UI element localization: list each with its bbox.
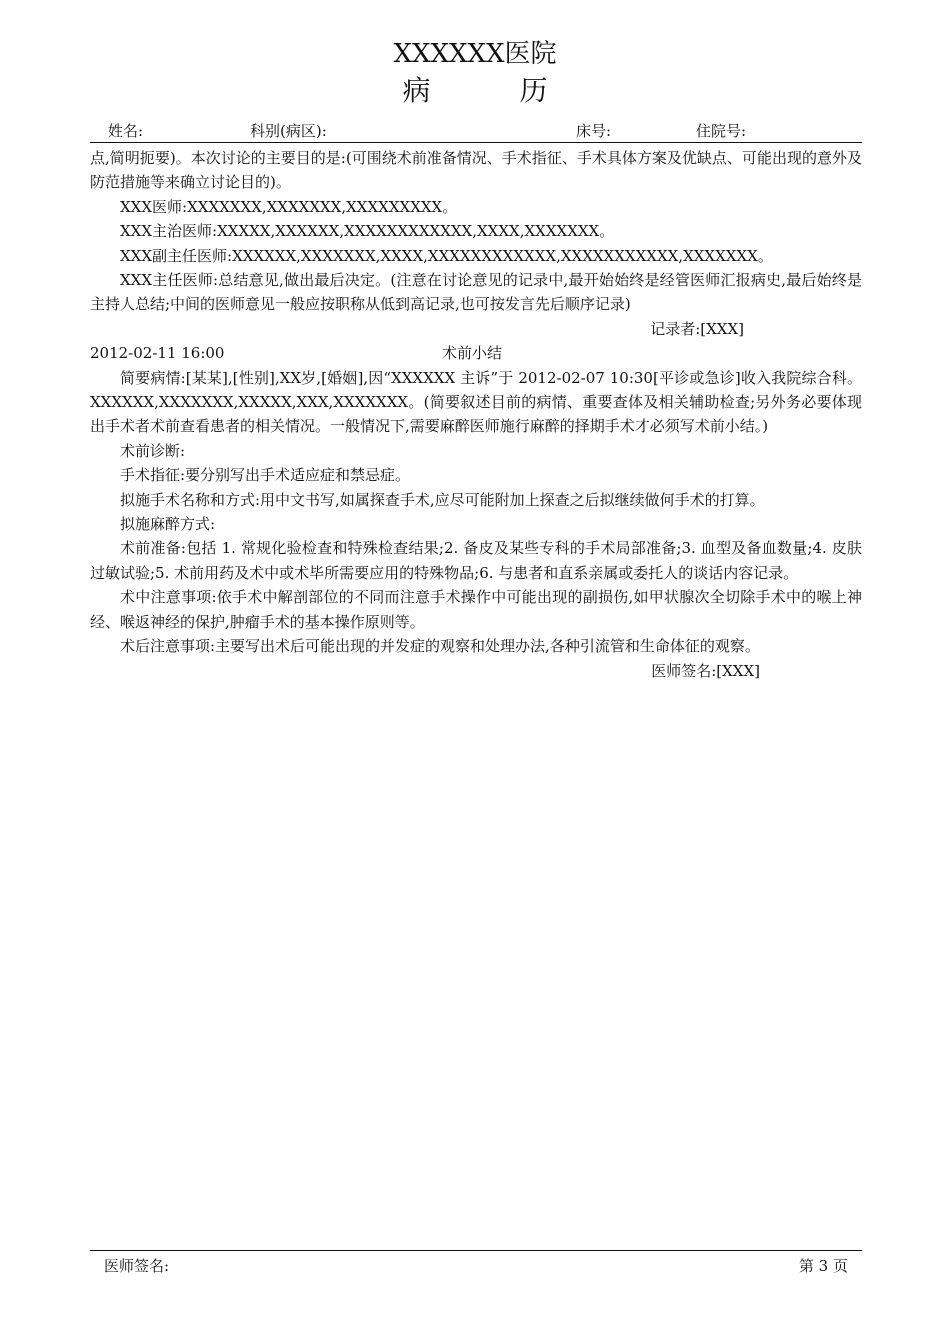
planned-procedure: 拟施手术名称和方式:用中文书写,如属探查手术,应尽可能附加上探查之后拟继续做何手术的打算。 — [120, 490, 765, 509]
surgical-indication: 手术指征:要分别写出手术适应症和禁忌症。 — [120, 466, 411, 485]
dept-label: 科别(病区): — [250, 122, 327, 140]
record-date: 2012-02-11 16:00 — [90, 344, 225, 363]
page-footer — [90, 1250, 862, 1281]
section-title: 术前小结 — [442, 344, 503, 363]
admission-no-label: 住院号: — [696, 122, 747, 140]
preop-preparation: 术前准备:包括 1. 常规化验检查和特殊检查结果;2. 备皮及某些专科的手术局部准备;3. 血型及备血数量;4. 皮肤过敏试验;5. 术前用药及术中或术毕所需要应用的特殊物品;6. 与患者和直系亲属或委托人的谈话内容记录。 — [90, 539, 862, 582]
summary-header-row — [90, 341, 862, 365]
planned-anesthesia: 拟施麻醉方式: — [120, 515, 216, 534]
recorder-signature: 记录者:[XXX] — [650, 319, 744, 338]
bed-label: 床号: — [576, 122, 612, 140]
name-label: 姓名: — [108, 122, 144, 140]
associate-chief-opinion: XXX副主任医师:XXXXXX,XXXXXXX,XXXX,XXXXXXXXXXXX,XXXXXXXXXXX,XXXXXXX。 — [120, 246, 773, 265]
attending-opinion: XXX主治医师:XXXXX,XXXXXX,XXXXXXXXXXXX,XXXX,XXXXXXX。 — [120, 222, 615, 241]
intraop-notes: 术中注意事项:依手术中解剖部位的不同而注意手术操作中可能出现的副损伤,如甲状腺次全切除手术中的喉上神经、喉返神经的保护,肿瘤手术的基本操作原则等。 — [90, 588, 862, 631]
brief-history: 简要病情:[某某],[性别],XX岁,[婚姻],因“XXXXXX 主诉”于 2012-02-07 10:30[平诊或急诊]收入我院综合科。XXXXXX,XXXXXXX,XXXXX,XXX,XXXXXXX。(简要叙述目前的病情、重要查体及相关辅助检查;另外务必要体现出手术者术前查看患者的相关情况。一般情况下,需要麻醉医师施行麻醉的择期手术才必须写术前小结。) — [90, 368, 862, 436]
discussion-purpose: 点,简明扼要)。本次讨论的主要目的是:(可围绕术前准备情况、手术指征、手术具体方案及优缺点、可能出现的意外及防范措施等来确立讨论目的)。 — [90, 149, 862, 192]
chief-summary: XXX主任医师:总结意见,做出最后决定。(注意在讨论意见的记录中,最开始始终是经管医师汇报病史,最后始终是主持人总结;中间的医师意见一般应按职称从低到高记录,也可按发言先后顺序记录) — [90, 271, 862, 314]
postop-notes: 术后注意事项:主要写出术后可能出现的并发症的观察和处理办法,各种引流管和生命体征的观察。 — [120, 637, 760, 656]
resident-opinion: XXX医师:XXXXXXX,XXXXXXX,XXXXXXXXX。 — [120, 197, 458, 216]
page-number: 第 3 页 — [798, 1257, 848, 1275]
record-body — [90, 146, 862, 683]
doctor-signature: 医师签名:[XXX] — [651, 661, 760, 680]
preop-diagnosis: 术前诊断: — [120, 441, 186, 460]
record-title: 病 历 — [402, 74, 588, 107]
hospital-name: XXXXXX医院 — [393, 39, 557, 69]
footer-signature-label: 医师签名: — [104, 1257, 170, 1275]
patient-info-header — [90, 120, 862, 143]
